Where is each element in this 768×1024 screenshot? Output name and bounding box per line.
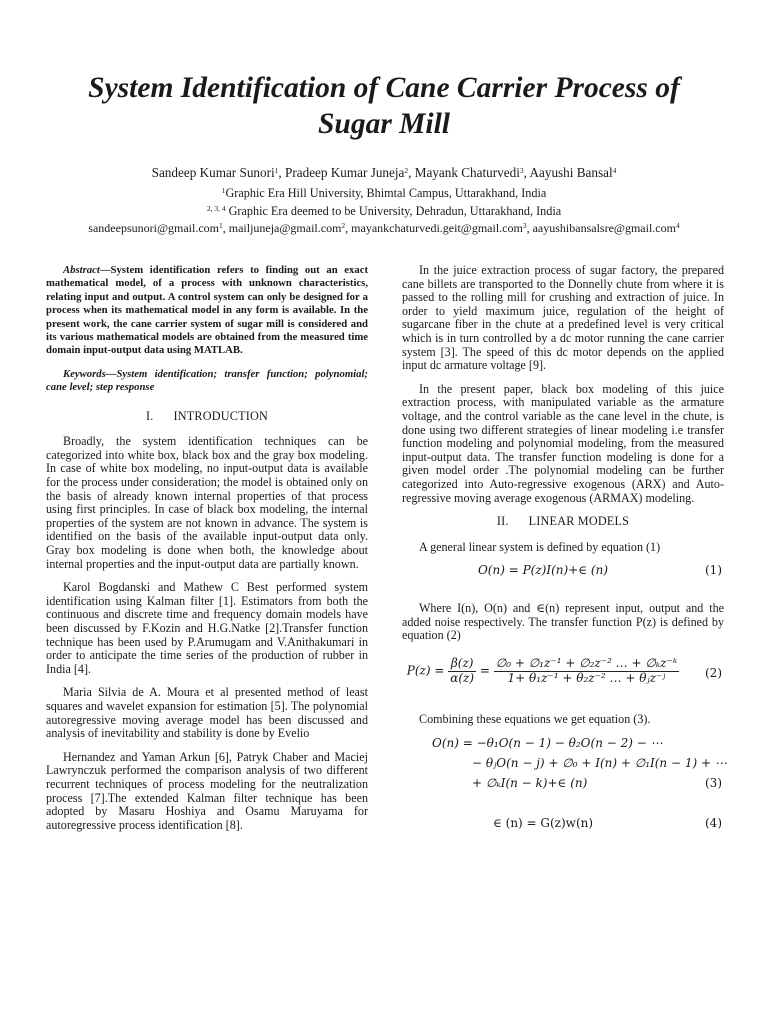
email-link[interactable]: mailjuneja@gmail.com [228,221,342,235]
affiliation [40,186,728,201]
email-sup: 3 [522,221,527,230]
equation-number: (3) [705,775,722,790]
equation-lhs: P(z) = [406,663,445,678]
paragraph: Where I(n), O(n) and ∈(n) represent input, output and the added noise respectively. The transfer function P(z) is defined by equation (2) [402,601,724,643]
author-sup: 3 [519,166,524,175]
section-heading-introduction [46,410,368,424]
paragraph: In the juice extraction process of sugar factory, the prepared cane billets are transported to the Donnelly chute from where it is passed to the rolling mill for crushing and extraction of juice. In order to yield maximum juice, regulation of the height of sugarcane fiber in the chute at a predefined level is very critical which is in turn controlled by a dc motor running the cane carrier system [3]. The speed of this dc motor depends on the applied input dc armature voltage [9]. [402,263,724,373]
equation-4 [402,817,724,839]
section-number: I. [146,408,154,423]
email-link[interactable]: aayushibansalsre@gmail.com [532,221,676,235]
section-number: II. [496,514,509,529]
paragraph: Combining these equations we get equation (3). [419,712,651,727]
paragraph: In the present paper, black box modeling of this juice extraction process, with manipulated variable as the armature voltage, and the control variable as the cane level in the chute, is done using two different strategies of linear modeling i.e transfer function modeling and polynomial modeling, from the measured input-output data. The transfer function modeling is done for a given model order .The polynomial modeling can be further categorized into Auto-regressive exogenous (ARX) and Auto-regressive moving average exogenous (ARMAX) modeling. [402,381,724,505]
paragraph: A general linear system is defined by equation (1) [419,539,661,554]
author-name: Sandeep Kumar Sunori [151,165,275,180]
email-list: sandeepsunori@gmail.com$^1$, mailjuneja@gmail.com$^2$, mayankchaturvedi.geit@gmail.com$^3$, aayushibansalsre@gmail.com$^4$ [88,221,680,235]
section-title: INTRODUCTION [173,408,268,423]
left-column [46,264,368,842]
equation-expression [402,657,684,685]
abstract-label: Abstract [63,264,100,276]
affiliation-sup: 2, 3, 4 [206,204,226,213]
fraction-beta-alpha [448,657,476,685]
section-title: LINEAR MODELS [528,514,630,529]
equation-line: O(n) = −θ₁O(n − 1) − θ₂O(n − 2) − ⋯ [432,735,663,750]
affiliation-text: Graphic Era Hill University, Bhimtal Campus, Uttarakhand, India [225,186,547,200]
paragraph: Broadly, the system identification techniques can be categorized into white box, black box and the gray box modeling. In case of white box modeling, no input-output data is available for the process under consideration; the model is obtained only on the basis of already known internal properties of that process using first principles. In case of black box modeling, the internal properties of the system are not known in advance. The system is identified on the basis of the available input-output data only. Gray box modeling is done when both, the knowledge about internal properties and the input-output data are partially known. [46,434,368,571]
fraction-polynomial [494,657,679,685]
fraction-numerator: β(z) [448,657,476,672]
author-sup: 2 [404,166,409,175]
affiliation-sup: 1 [221,186,226,195]
equation-3 [402,735,727,799]
email-sup: 1 [218,221,223,230]
affiliation-text: Graphic Era deemed to be University, Dehradun, Uttarakhand, India [225,204,562,218]
paragraph: Karol Bogdanski and Mathew C Best performed system identification using Kalman filter [1]. Estimators from both the continuous and discrete time and frequency domain models have been discussed by F.Kozin and H.G.Natke [2].Transfer function technique has been used by P.Arumugam and V.Anithakumari in order to anticipate the time series of the production of rubber in India [4]. [46,580,368,676]
fraction-denominator: α(z) [450,670,475,685]
right-column [402,263,727,855]
paragraph: Maria Silvia de A. Moura et al presented method of least squares and wavelet expansion for estimation [5]. The polynomial autoregressive moving average model has been discussed and analysis of inevitability and stability is done by Evelio [46,685,368,741]
email-sup: 4 [675,221,680,230]
equation-number: (1) [705,563,722,578]
abstract [46,264,368,358]
equation-2 [402,653,724,699]
author-name: Aayushi Bansal [529,165,613,180]
author-name: Mayank Chaturvedi [414,165,520,180]
section-heading-linear-models [402,515,724,529]
equation-equals: = [479,663,490,678]
author-sup: 1 [274,166,279,175]
equation-line: + ∅ₖI(n − k)+∈ (n) [472,775,588,790]
abstract-text: —System identification refers to finding out an exact mathematical model, of a process with unknown characteristics, relating input and output. A control system can only be designed for a process when its mathematical model in any form is available. In the present work, the cane carrier system of sugar mill is considered and its various mathematical models are obtained from the measured time domain input-output data using MATLAB. [46,264,368,357]
equation-1 [402,564,724,586]
email-link[interactable]: mayankchaturvedi.geit@gmail.com [351,221,523,235]
author-name: Pradeep Kumar Juneja [285,165,405,180]
equation-number: (4) [705,815,722,830]
equation-expression: ∈ (n) = G(z)w(n) [492,815,594,830]
fraction-numerator: ∅₀ + ∅₁z⁻¹ + ∅₂z⁻² … + ∅ₖz⁻ᵏ [495,656,678,671]
fraction-denominator: 1+ θ₁z⁻¹ + θ₂z⁻² … + θⱼz⁻ʲ [507,670,666,685]
author-list: Sandeep Kumar Sunori$^1$, Pradeep Kumar Juneja$^2$, Mayank Chaturvedi$^3$, Aayushi Bansal$^4$ [151,165,617,180]
equation-line: − θⱼO(n − j) + ∅₀ + I(n) + ∅₁I(n − 1) + ⋯ [472,755,727,770]
affiliation [40,204,728,219]
equation-expression: O(n) = P(z)I(n)+∈ (n) [477,563,609,578]
email-link[interactable]: sandeepsunori@gmail.com [88,221,219,235]
equation-number: (2) [705,666,722,681]
author-sup: 4 [612,166,617,175]
paper-title: System Identification of Cane Carrier Process of Sugar Mill [88,72,680,140]
keywords: Keywords—System identification; transfer function; polynomial; cane level; step response [46,367,368,394]
email-sup: 2 [341,221,346,230]
paragraph: Hernandez and Yaman Arkun [6], Patryk Chaber and Maciej Lawrynczuk performed the comparison analysis of two different recurrent techniques of process modeling for the neutralization process [7].The extended Kalman filter technique has been adopted by Masaru Hoshiya and Osamu Maruyama for autoregressive process identification [8]. [46,749,368,832]
